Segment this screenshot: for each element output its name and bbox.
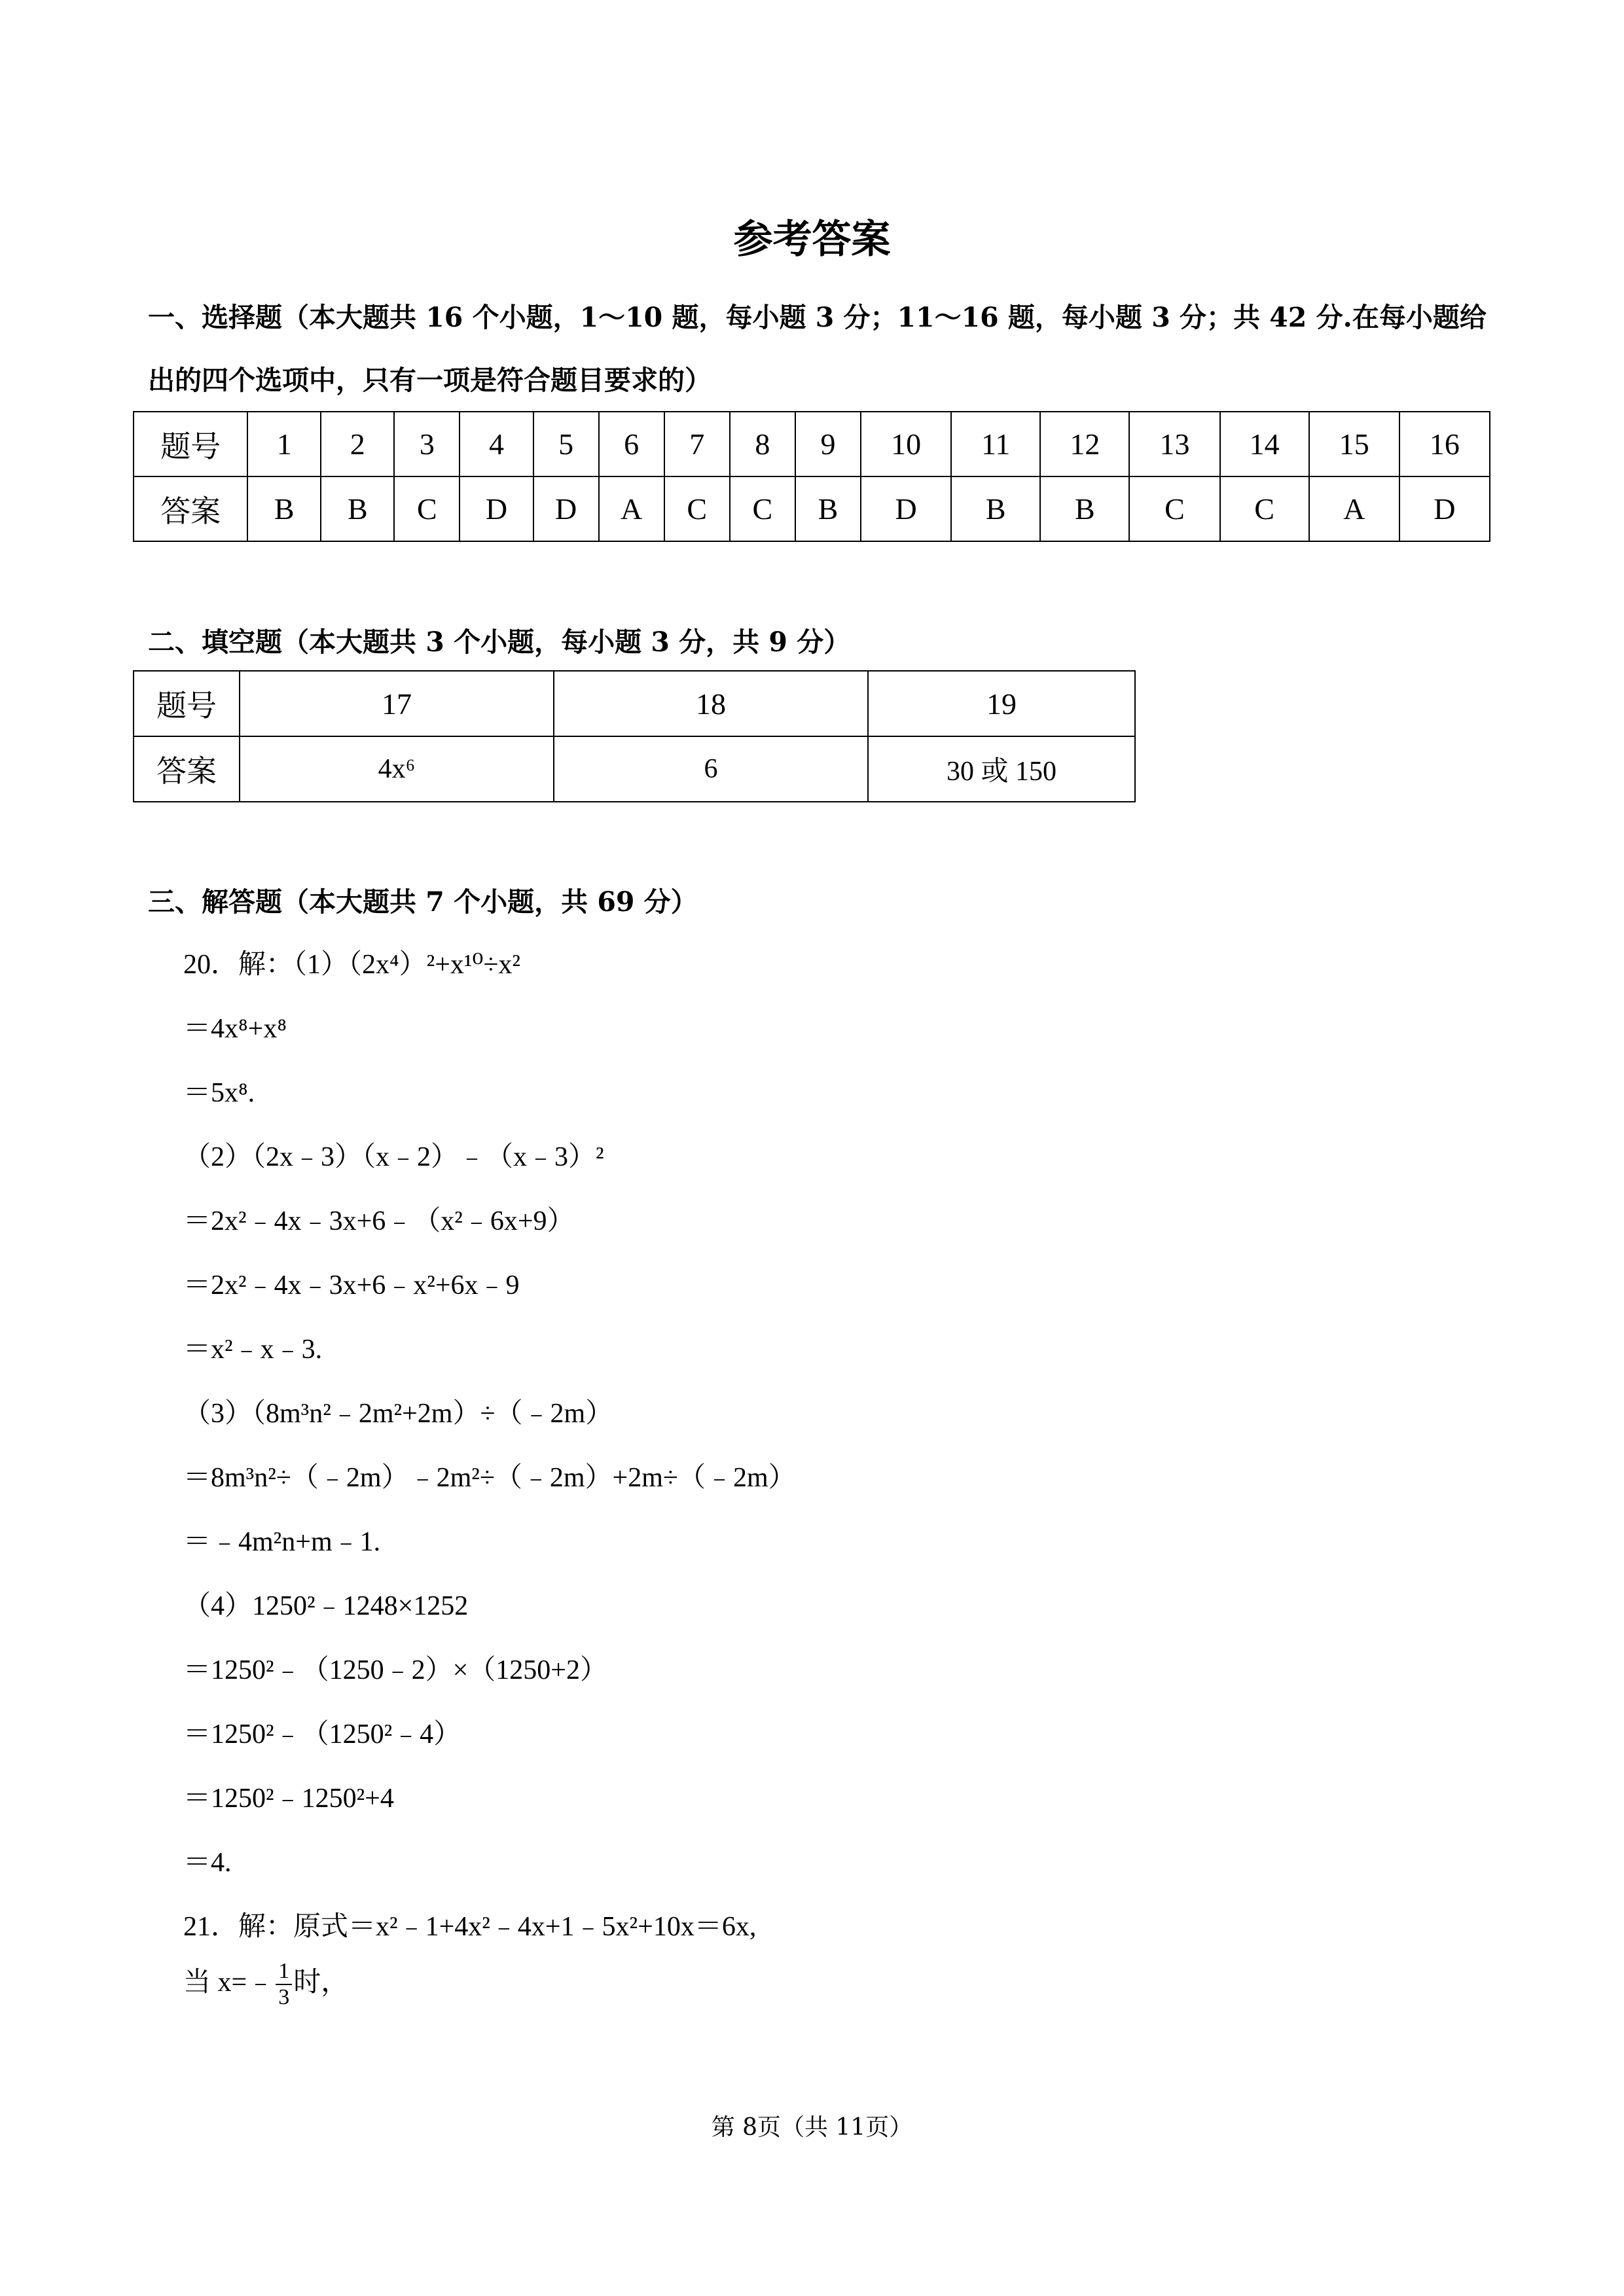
- question-number: 16: [1399, 412, 1490, 476]
- solution-line: ＝2x²﹣4x﹣3x+6﹣（x²﹣6x+9）: [183, 1206, 575, 1236]
- answer-cell: C: [394, 476, 460, 541]
- question-number: 5: [533, 412, 599, 476]
- answer-cell: C: [1220, 476, 1309, 541]
- question-number: 12: [1040, 412, 1129, 476]
- question-number: 8: [730, 412, 795, 476]
- fill-blank-answer-table: [133, 670, 1136, 802]
- section1-heading-line2: 出的四个选项中，只有一项是符合题目要求的）: [148, 365, 712, 396]
- section1-heading: [148, 296, 1487, 334]
- section1-heading-line1: 一、选择题（本大题共 16 个小题，1～10 题，每小题 3 分；11～16 题，每小题 3 分；共 42 分.在每小题给: [148, 302, 1487, 333]
- table-row: [134, 671, 1135, 736]
- solution-line: ＝1250²﹣（1250²﹣4）: [183, 1719, 461, 1749]
- question-number: 18: [554, 671, 868, 736]
- question-number: 9: [795, 412, 861, 476]
- solution-line: ＝2x²﹣4x﹣3x+6﹣x²+6x﹣9: [183, 1270, 520, 1300]
- question-number: 7: [664, 412, 730, 476]
- answer-cell: C: [730, 476, 795, 541]
- question-number: 6: [599, 412, 664, 476]
- answer-cell: C: [664, 476, 730, 541]
- question-number: 17: [240, 671, 554, 736]
- solution-line: ＝8m³n²÷（﹣2m）﹣2m²÷（﹣2m）+2m÷（﹣2m）: [183, 1463, 796, 1493]
- question-number: 10: [861, 412, 951, 476]
- solution-line: 20．解：（1）（2x⁴）²+x¹⁰÷x²: [183, 950, 520, 980]
- fraction-denominator: 3: [278, 1985, 290, 2010]
- fraction-prefix: 当 x=﹣: [183, 1967, 275, 1998]
- row-label: 题号: [134, 671, 240, 736]
- table-row: [134, 412, 1490, 476]
- answer-cell: B: [321, 476, 394, 541]
- page-footer: 第 8页（共 11页）: [711, 2114, 913, 2141]
- answer-cell: B: [951, 476, 1040, 541]
- solution-line: ＝1250²﹣（1250﹣2）×（1250+2）: [183, 1655, 607, 1685]
- solution-line: ＝x²﹣x﹣3.: [183, 1335, 323, 1365]
- question-number: 14: [1220, 412, 1309, 476]
- section3-heading: 三、解答题（本大题共 7 个小题，共 69 分）: [148, 886, 698, 918]
- multiple-choice-answer-table: [133, 411, 1490, 542]
- solution-line: ＝5x⁸.: [183, 1078, 255, 1108]
- solution-line: （4）1250²﹣1248×1252: [183, 1591, 469, 1621]
- section2-heading: 二、填空题（本大题共 3 个小题，每小题 3 分，共 9 分）: [148, 626, 851, 658]
- fraction-suffix: 时，: [293, 1967, 349, 1998]
- solution-line: ＝﹣4m²n+m﹣1.: [183, 1527, 381, 1557]
- question-number: 11: [951, 412, 1040, 476]
- solution-line: ＝4x⁸+x⁸: [183, 1014, 287, 1044]
- section1-heading-cont: [148, 359, 712, 397]
- answer-cell: B: [1040, 476, 1129, 541]
- answer-cell: 4x⁶: [240, 736, 554, 802]
- answer-cell: B: [795, 476, 861, 541]
- answer-cell: D: [460, 476, 533, 541]
- question-number: 2: [321, 412, 394, 476]
- table-row: [134, 476, 1490, 541]
- row-label: 题号: [134, 412, 247, 476]
- solution-line: （2）（2x﹣3）（x﹣2）﹣（x﹣3）²: [183, 1142, 604, 1172]
- answer-cell: D: [1399, 476, 1490, 541]
- question-number: 1: [247, 412, 321, 476]
- answer-cell: D: [861, 476, 951, 541]
- row-label: 答案: [134, 476, 247, 541]
- answer-cell: B: [247, 476, 321, 541]
- answer-cell: A: [599, 476, 664, 541]
- answer-cell: 30 或 150: [868, 736, 1135, 802]
- row-label: 答案: [134, 736, 240, 802]
- fraction-numerator: 1: [276, 1960, 292, 1985]
- question-number: 3: [394, 412, 460, 476]
- solution-line: ＝1250²﹣1250²+4: [183, 1784, 394, 1814]
- solution-line: （3）（8m³n²﹣2m²+2m）÷（﹣2m）: [183, 1399, 613, 1429]
- answer-cell: D: [533, 476, 599, 541]
- question-number: 4: [460, 412, 533, 476]
- fraction: [276, 1960, 292, 2009]
- solution-line: ＝4.: [183, 1848, 232, 1878]
- question-number: 15: [1309, 412, 1399, 476]
- question-number: 19: [868, 671, 1135, 736]
- solution-line: 21．解：原式＝x²﹣1+4x²﹣4x+1﹣5x²+10x＝6x,: [183, 1912, 757, 1942]
- solution-line-fraction: [183, 1960, 348, 2009]
- answer-cell: 6: [554, 736, 868, 802]
- question-number: 13: [1129, 412, 1219, 476]
- page-title: 参考答案: [733, 217, 891, 262]
- answer-cell: C: [1129, 476, 1219, 541]
- table-row: [134, 736, 1135, 802]
- answer-cell: A: [1309, 476, 1399, 541]
